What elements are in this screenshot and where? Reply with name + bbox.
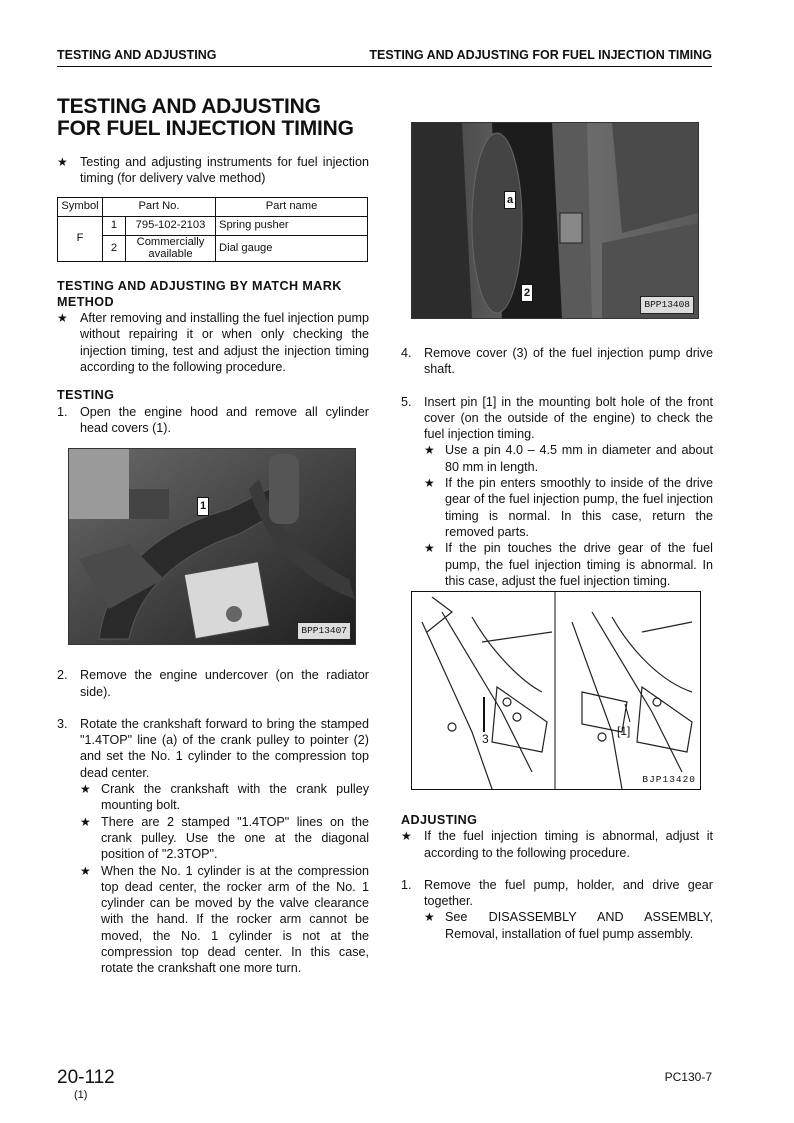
engine-photo [68,448,356,645]
symbol-cell: F [58,216,103,261]
header-left: TESTING AND ADJUSTING [57,48,217,62]
testing-step-1 [57,404,369,437]
step-text: Remove the fuel pump, holder, and drive gear together. [424,877,713,909]
step5-note-3: ★ If the pin touches the drive gear of the fuel pump, the fuel injection timing is abnormal. In this case, adjust the fuel injection timing. [401,540,713,589]
step-number: 1. [57,404,68,419]
adjusting-step1-note: ★ See DISASSEMBLY AND ASSEMBLY, Removal, installation of fuel pump assembly. [401,909,713,942]
step5-note-2: ★ If the pin enters smoothly to inside of the drive gear of the fuel injection pump, the fuel injection timing is normal. In this case, return the removed parts. [401,475,713,540]
step-text: Open the engine hood and remove all cylinder head covers (1). [80,404,369,435]
step-number: 1. [401,877,412,892]
drawing-label-3: 3 [482,732,489,746]
model-code: PC130-7 [664,1070,712,1084]
timing-drawing-image [412,592,700,789]
step-number: 2. [57,668,68,683]
photo-code: BPP13408 [640,296,694,314]
title-line-1: TESTING AND ADJUSTING [57,95,321,118]
adjusting-heading: ADJUSTING [401,813,478,827]
page-number: 20-112 [57,1067,115,1088]
row1-part-no: 795-102-2103 [126,216,216,235]
timing-drawing [411,591,701,790]
th-part-name: Part name [216,197,368,216]
row2-num: 2 [103,235,126,261]
engine-photo-image [69,449,355,644]
step-text: Insert pin [1] in the mounting bolt hole of the front cover (on the outside of the engine) to check the fuel injection timing. [424,394,713,442]
row1-num: 1 [103,216,126,235]
step-number: 3. [57,716,68,731]
th-symbol: Symbol [58,197,103,216]
photo-code: BPP13407 [297,622,351,640]
row2-part-no: Commercially available [126,235,216,261]
drawing-label-pin: [1] [617,724,631,738]
testing-step-5 [401,394,713,443]
left-column [57,96,369,977]
photo-label-a: a [504,191,516,209]
testing-step-4 [401,345,713,378]
pulley-photo [411,122,699,319]
row2-name: Dial gauge [216,235,368,261]
photo-label-1: 1 [197,497,209,515]
adjusting-note: ★ If the fuel injection timing is abnormal, adjust it according to the following procedure. [401,828,713,861]
testing-heading: TESTING [57,388,115,403]
match-mark-heading: TESTING AND ADJUSTING BY MATCH MARK METHOD [57,278,342,309]
header-right: TESTING AND ADJUSTING FOR FUEL INJECTION TIMING [369,48,712,62]
step-number: 5. [401,394,412,409]
testing-step-2 [57,667,369,700]
revision: (1) [74,1089,88,1101]
testing-step-3 [57,716,369,781]
step3-note-2: ★ There are 2 stamped "1.4TOP" lines on the crank pulley. Use the one at the diagonal position of "2.3TOP". [57,814,369,863]
step-text: Remove cover (3) of the fuel injection pump drive shaft. [424,346,713,377]
drawing-code: BJP13420 [642,774,696,785]
page-header [57,48,712,67]
match-mark-note: ★ After removing and installing the fuel injection pump without repairing it or when only checking the injection timing, test and adjust the injection timing according to the following procedure. [57,310,369,375]
page-title [57,96,369,140]
title-line-2: FOR FUEL INJECTION TIMING [57,117,354,140]
adjusting-step-1 [401,877,713,910]
step3-note-1: ★ Crank the crankshaft with the crank pulley mounting bolt. [57,781,369,814]
step-text: Remove the engine undercover (on the radiator side). [80,668,369,699]
photo-label-2: 2 [521,284,533,302]
step5-note-1: ★ Use a pin 4.0 – 4.5 mm in diameter and about 80 mm in length. [401,442,713,475]
row1-name: Spring pusher [216,216,368,235]
step3-note-3: ★ When the No. 1 cylinder is at the compression top dead center, the rocker arm of the No. 1 cylinder can be moved by the valve clearance with the hand. If the rocker arm cannot be moved, the No. 1 cylinder is not at the compression top dead center. In this case, rotate the crankshaft one more turn. [57,863,369,977]
th-part-no: Part No. [103,197,216,216]
tools-table [57,197,368,262]
adjusting-section [401,812,713,942]
pulley-photo-image [412,123,698,318]
intro-note: ★ Testing and adjusting instruments for fuel injection timing (for delivery valve method) [57,154,369,187]
step-text: Rotate the crankshaft forward to bring the stamped "1.4TOP" line (a) of the crank pulley to pointer (2) and set the No. 1 cylinder to the compression top dead center. [80,716,369,780]
step-number: 4. [401,346,412,360]
